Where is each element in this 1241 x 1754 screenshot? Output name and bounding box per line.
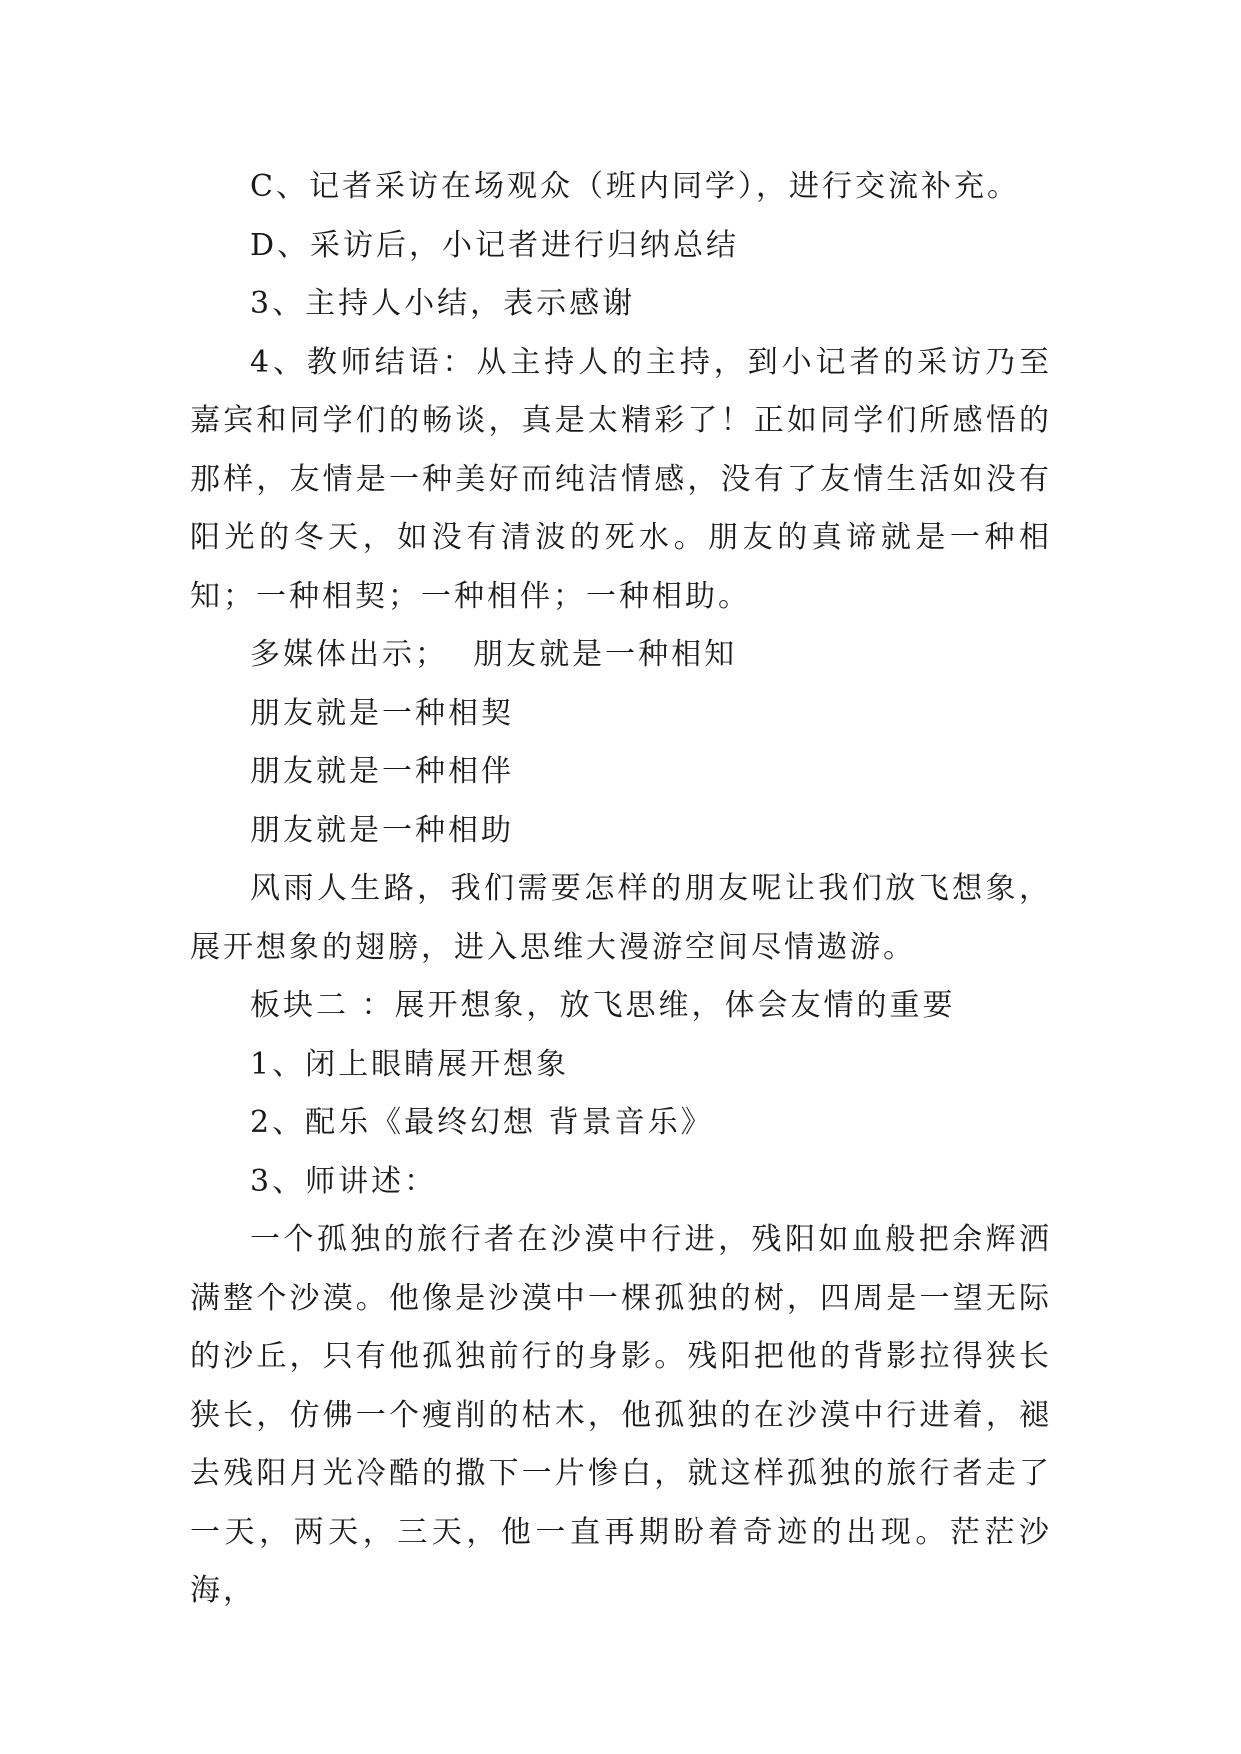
paragraph-imagination-intro: 风雨人生路，我们需要怎样的朋友呢让我们放飞想象，展开想象的翅膀，进入思维大漫游空间尽情遨游。 [190, 871, 1052, 965]
paragraph-multimedia-3: 朋友就是一种相伴 [250, 754, 514, 789]
paragraph-multimedia-4: 朋友就是一种相助 [250, 812, 514, 848]
paragraph-c-interview: C、记者采访在场观众（班内同学），进行交流补充。 [250, 169, 1020, 204]
paragraph-desert-story: 一个孤独的旅行者在沙漠中行进，残阳如血般把余辉洒满整个沙漠。他像是沙漠中一棵孤独的树，四周是一望无际的沙丘，只有他孤独前行的身影。残阳把他的背影拉得狭长狭长，仿佛一个瘦削的枯木，他孤独的在沙漠中行进着，褪去残阳月光冷酷的撒下一片惨白，就这样孤独的旅行者走了一天，两天，三天，他一直再期盼着奇迹的出现。茫茫沙海， [190, 1222, 1052, 1608]
document-body [190, 158, 1052, 1621]
paragraph-host-summary: 3、主持人小结，表示感谢 [250, 286, 636, 321]
paragraph-d-summary: D、采访后，小记者进行归纳总结 [250, 227, 740, 263]
paragraph-multimedia-1: 多媒体出示； 朋友就是一种相知 [250, 637, 738, 672]
paragraph-step-3: 3、师讲述： [250, 1163, 438, 1199]
paragraph-step-1: 1、闭上眼睛展开想象 [250, 1046, 570, 1082]
paragraph-teacher-conclusion: 4、教师结语：从主持人的主持，到小记者的采访乃至嘉宾和同学们的畅谈，真是太精彩了！正如同学们所感悟的那样，友情是一种美好而纯洁情感，没有了友情生活如没有阳光的冬天，如没有清波的死水。朋友的真谛就是一种相知；一种相契；一种相伴；一种相助。 [190, 344, 1052, 614]
paragraph-multimedia-2: 朋友就是一种相契 [250, 695, 514, 731]
paragraph-step-2: 2、配乐《最终幻想 背景音乐》 [250, 1105, 714, 1140]
section-heading-block-two: 板块二 ：展开想象，放飞思维，体会友情的重要 [250, 988, 956, 1023]
